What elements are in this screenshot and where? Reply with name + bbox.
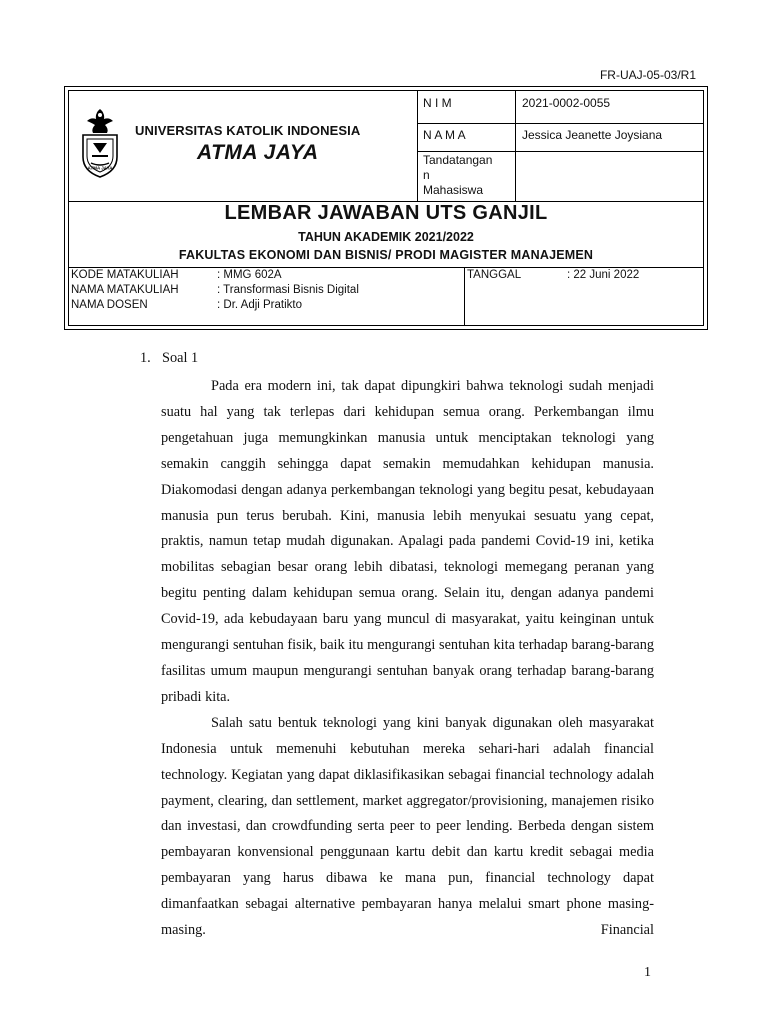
nim-value: 2021-0002-0055 xyxy=(515,91,703,123)
question-title: Soal 1 xyxy=(162,350,199,366)
title-block xyxy=(69,201,703,268)
page-number: 1 xyxy=(644,965,651,980)
atma-jaya-logo-icon xyxy=(79,105,121,179)
question-heading xyxy=(140,348,654,368)
course-info-left xyxy=(71,268,461,313)
paragraph-1: Pada era modern ini, tak dapat dipungkiri bahwa teknologi sudah menjadi suatu hal yang tak terlepas dari kehidupan semua orang. Perkembangan ilmu pengetahuan juga memungkinkan manusia untuk menciptakan teknologi yang semakin canggih sehingga dapat semakin memudahkan kehidupan manusia. Diakomodasi dengan adanya perkembangan teknologi yang begitu pesat, kebudayaan manusia pun terus berubah. Kini, manusia lebih menyukai sesuatu yang cepat, praktis, namun tetap mudah digunakan. Apalagi pada pandemi Covid-19 ini, ketika mobilitas sebagian besar orang lebih dibatasi, teknologi memegang peranan yang begitu penting dalam kehidupan semua orang. Selain itu, dengan adanya pandemi Covid-19, ada kebudayaan baru yang muncul di masyarakat, yaitu keinginan untuk mengurangi sentuhan fisik, baik itu mengurangi sentuhan kita terhadap barang-barang fasilitas umum maupun mengurangi sentuhan banyak orang terhadap barang-barang pribadi kita. xyxy=(161,378,654,705)
course-name-label: NAMA MATAKULIAH xyxy=(71,284,179,296)
signature-label-line-2: n xyxy=(423,168,430,182)
logo-lettering: ATMA JAYA xyxy=(87,165,113,171)
paragraph-2: Salah satu bentuk teknologi yang kini banyak digunakan oleh masyarakat Indonesia untuk memenuhi kebutuhan mereka sehari-hari adalah financial technology. Kegiatan yang dapat diklasifikasikan sebagai financial technology adalah payment, clearing, dan settlement, market aggregator/provisioning, manajemen risiko dan investasi, dan crowdfunding serta peer to peer lending. Berbeda dengan sistem pembayaran konvensional penggunaan kartu debit dan kartu kredit sebagai media pembayaran yang harus dibawa ke mana pun, financial technology dapat dimanfaatkan sebagai alternative pembayaran hanya melalui smart phone masing-masing. Financial xyxy=(161,714,654,939)
header-inner-frame xyxy=(68,90,704,326)
nim-row xyxy=(418,91,703,124)
date-row xyxy=(465,268,703,283)
course-info-right xyxy=(464,267,703,325)
date-value: : 22 Juni 2022 xyxy=(567,269,640,281)
form-code: FR-UAJ-05-03/R1 xyxy=(599,68,696,82)
lecturer-value: : Dr. Adji Pratikto xyxy=(217,299,303,311)
university-logo-cell xyxy=(69,91,418,201)
academic-year: TAHUN AKADEMIK 2021/2022 xyxy=(298,230,474,244)
nim-label: N I M xyxy=(423,96,452,110)
course-name-value: : Transformasi Bisnis Digital xyxy=(217,284,359,296)
question-number: 1. xyxy=(140,350,151,366)
nama-row xyxy=(418,123,703,152)
lecturer-row xyxy=(71,298,461,313)
course-code-row xyxy=(71,268,461,283)
course-code-label: KODE MATAKULIAH xyxy=(71,269,179,281)
nama-label: N A M A xyxy=(423,128,466,142)
page-title: LEMBAR JAWABAN UTS GANJIL xyxy=(224,202,548,224)
signature-label-line-1: Tandatangan xyxy=(423,153,493,167)
university-brand: ATMA JAYA xyxy=(197,141,319,164)
signature-label xyxy=(423,153,511,198)
course-name-row xyxy=(71,283,461,298)
header-frame xyxy=(64,86,708,330)
course-info-block xyxy=(69,267,703,325)
signature-value xyxy=(515,151,703,201)
signature-row xyxy=(418,151,703,201)
faculty-program: FAKULTAS EKONOMI DAN BISNIS/ PRODI MAGISTER MANAJEMEN xyxy=(178,248,594,262)
date-label: TANGGAL xyxy=(467,269,522,281)
university-name: UNIVERSITAS KATOLIK INDONESIA xyxy=(135,123,361,138)
course-code-value: : MMG 602A xyxy=(217,269,282,281)
lecturer-label: NAMA DOSEN xyxy=(71,299,148,311)
nama-value: Jessica Jeanette Joysiana xyxy=(515,123,703,151)
answer-content xyxy=(140,348,654,944)
signature-label-line-3: Mahasiswa xyxy=(423,183,484,197)
